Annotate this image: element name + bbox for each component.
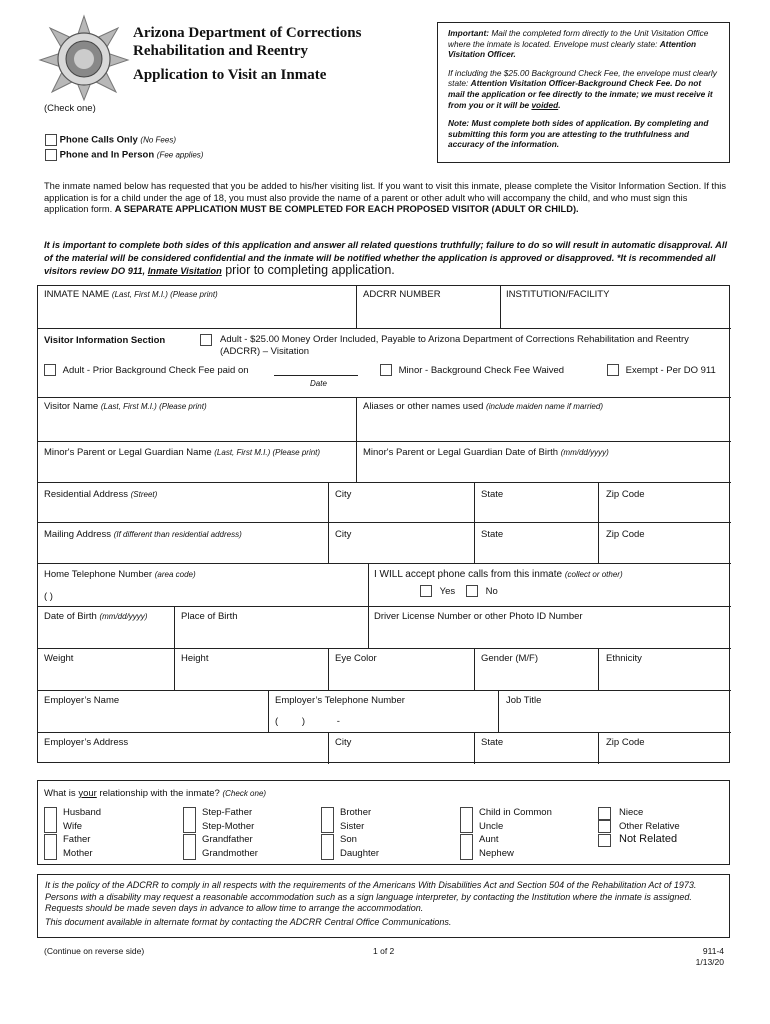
adult-fee-checkbox[interactable] <box>200 334 212 346</box>
visitor-name-field[interactable]: Visitor Name (Last, First M.I.) (Please print) <box>44 401 207 412</box>
relation-husband[interactable]: Husband <box>63 807 102 818</box>
adult-prior-label: Adult - Prior Background Check Fee paid on <box>62 364 249 376</box>
relationship-column-1 <box>44 806 101 860</box>
relation-child-in-common[interactable]: Child in Common <box>479 807 552 818</box>
relation-brother[interactable]: Brother <box>340 807 372 818</box>
relation-aunt[interactable]: Aunt <box>479 834 499 845</box>
form-number: 911-4 <box>702 946 724 956</box>
relation-grandmother[interactable]: Grandmother <box>202 847 258 859</box>
accept-no-checkbox[interactable] <box>466 585 478 597</box>
inmate-name-field[interactable]: INMATE NAME (Last, First M.I.) (Please print) <box>44 289 218 300</box>
accept-calls-label: I WILL accept phone calls from this inmate (collect or other) <box>374 569 623 580</box>
pob-field[interactable]: Place of Birth <box>181 611 238 622</box>
mailing-state-field[interactable]: State <box>481 529 504 540</box>
page-number: 1 of 2 <box>373 946 395 956</box>
relation-step-mother[interactable]: Step-Mother <box>202 820 255 832</box>
relation-niece[interactable]: Niece <box>619 807 644 818</box>
employer-phone-format: ( ) - <box>275 716 340 727</box>
relation-step-father[interactable]: Step-Father <box>202 807 253 818</box>
relation-other-relative[interactable]: Other Relative <box>619 820 680 832</box>
relation-nephew[interactable]: Nephew <box>479 847 514 859</box>
check-one-label: (Check one) <box>44 103 96 114</box>
relationship-column-4 <box>460 806 552 860</box>
height-field[interactable]: Height <box>181 653 209 664</box>
phone-in-person-label: Phone and In Person <box>59 149 155 161</box>
important-notice-box <box>437 22 730 163</box>
form-revision <box>650 946 724 967</box>
exempt-label: Exempt - Per DO 911 <box>625 364 716 376</box>
agency-name-line2: Rehabilitation and Reentry <box>133 43 309 59</box>
residential-state-field[interactable]: State <box>481 489 504 500</box>
accept-yes-checkbox[interactable] <box>420 585 432 597</box>
relationship-question: What is your relationship with the inmate? (Check one) <box>44 788 267 799</box>
employer-name-field[interactable]: Employer’s Name <box>44 695 120 706</box>
relationship-column-5 <box>598 806 680 847</box>
important-p1: Important: Mail the completed form directly to the Unit Visitation Office where the inmate is located. Envelope must clearly state: Attention Visitation Officer. <box>448 28 709 60</box>
institution-facility-field[interactable]: INSTITUTION/FACILITY <box>506 289 610 300</box>
relation-grandfather[interactable]: Grandfather <box>202 834 253 845</box>
relation-mother[interactable]: Mother <box>63 847 93 859</box>
agency-seal <box>38 14 130 102</box>
continue-note: (Continue on reverse side) <box>44 946 145 956</box>
residential-city-field[interactable]: City <box>335 489 352 500</box>
eye-color-field[interactable]: Eye Color <box>335 653 377 664</box>
relationship-column-3 <box>321 806 379 860</box>
phone-only-checkbox[interactable] <box>45 134 57 146</box>
phone-in-person-checkbox[interactable] <box>45 149 57 161</box>
accept-no-label: No <box>485 585 498 597</box>
minor-waived-label: Minor - Background Check Fee Waived <box>398 364 565 376</box>
adcrr-number-field[interactable]: ADCRR NUMBER <box>363 289 441 300</box>
job-title-field[interactable]: Job Title <box>506 695 542 706</box>
license-field[interactable]: Driver License Number or other Photo ID Number <box>374 611 583 622</box>
ada-alternate-format: This document available in alternate format by contacting the ADCRR Central Office Communications. <box>45 916 452 927</box>
agency-name-line1: Arizona Department of Corrections <box>133 25 362 41</box>
gender-field[interactable]: Gender (M/F) <box>481 653 539 664</box>
relation-uncle[interactable]: Uncle <box>479 820 504 832</box>
residential-zip-field[interactable]: Zip Code <box>606 489 645 500</box>
home-phone-field[interactable]: Home Telephone Number (area code) <box>44 569 196 580</box>
adult-prior-option[interactable] <box>44 364 249 376</box>
accept-yes-label: Yes <box>439 585 456 597</box>
adult-fee-label: Adult - $25.00 Money Order Included, Payable to Arizona Department of Corrections Rehabilitation and Reentry (ADCRR) – Visitation <box>220 334 689 357</box>
ethnicity-field[interactable]: Ethnicity <box>606 653 642 664</box>
residential-address-field[interactable]: Residential Address (Street) <box>44 489 158 500</box>
relation-wife[interactable]: Wife <box>63 820 82 832</box>
employer-address-field[interactable]: Employer’s Address <box>44 737 129 748</box>
important-p3: Note: Must complete both sides of application. By completing and submitting this form you are attesting to the truthfulness and accuracy of the information. <box>448 118 709 150</box>
phone-only-label: Phone Calls Only <box>59 134 138 146</box>
option-phone-only[interactable] <box>45 134 176 146</box>
relation-daughter[interactable]: Daughter <box>340 847 380 859</box>
intro-paragraph: The inmate named below has requested that you be added to his/her visiting list. If you want to visit this inmate, please complete the Visitor Information Section. If this application is for a child under the age of 18, you must also provide the name of a parent or other adult who will accompany the child, and who must sign this application form. A SEPARATE APPLICATION MUST BE COMPLETED FOR EACH PROPOSED VISITOR (ADULT OR CHILD). <box>44 181 726 214</box>
mailing-address-field[interactable]: Mailing Address (If different than residential address) <box>44 529 242 540</box>
phone-in-person-note: (Fee applies) <box>156 150 204 160</box>
weight-field[interactable]: Weight <box>44 653 74 664</box>
guardian-dob-field[interactable]: Minor's Parent or Legal Guardian Date of Birth (mm/dd/yyyy) <box>363 447 609 458</box>
revision-date: 1/13/20 <box>695 956 724 967</box>
relation-son[interactable]: Son <box>340 834 357 845</box>
accept-calls-no[interactable] <box>466 585 498 597</box>
mailing-city-field[interactable]: City <box>335 529 352 540</box>
relation-father[interactable]: Father <box>63 834 91 845</box>
minor-waived-checkbox[interactable] <box>380 364 392 376</box>
adult-prior-checkbox[interactable] <box>44 364 56 376</box>
warning-paragraph: It is important to complete both sides of this application and answer all related questions truthfully; failure to do so will result in automatic disapproval. All of the material will be considered confidential and the inmate will be notified whether the application is approved or disapproved. *It is recommended all visitors review DO 911, Inmate Visitation prior to completing application. <box>44 240 728 277</box>
option-phone-in-person[interactable] <box>45 149 203 161</box>
important-p2: If including the $25.00 Background Check Fee, the envelope must clearly state: Attention Visitation Officer-Background Check Fee. Do not mail the application or fee directly to the inmate; we must receive it from you or it will be voided. <box>448 67 717 110</box>
exempt-option[interactable] <box>607 364 716 376</box>
ada-notice-box <box>37 874 730 938</box>
relationship-column-2 <box>183 806 258 860</box>
accept-calls-yes[interactable] <box>420 585 455 597</box>
aliases-field[interactable]: Aliases or other names used (include maiden name if married) <box>363 401 603 412</box>
guardian-name-field[interactable]: Minor's Parent or Legal Guardian Name (Last, First M.I.) (Please print) <box>44 447 321 458</box>
employer-city-field[interactable]: City <box>335 737 352 748</box>
employer-state-field[interactable]: State <box>481 737 504 748</box>
home-phone-parens: ( ) <box>44 591 53 602</box>
adult-fee-option[interactable] <box>200 334 730 358</box>
exempt-checkbox[interactable] <box>607 364 619 376</box>
employer-phone-field[interactable]: Employer’s Telephone Number <box>275 695 405 706</box>
prior-fee-date-label: Date <box>310 379 327 388</box>
ada-policy-text: It is the policy of the ADCRR to comply in all respects with the requirements of the Americans With Disabilities Act and Section 504 of the Rehabilitation Act of 1973. Persons with a disability may request a reasonable accommodation such as a sign language interpreter, by contacting the Institution where the inmate is assigned. Requests should be made seven days in advance to allow time to arrange the accommodation. <box>45 880 697 914</box>
visitor-section-title: Visitor Information Section <box>44 335 166 346</box>
form-title: Application to Visit an Inmate <box>133 67 327 83</box>
dob-field[interactable]: Date of Birth (mm/dd/yyyy) <box>44 611 148 622</box>
relation-sister[interactable]: Sister <box>340 820 365 832</box>
minor-waived-option[interactable] <box>380 364 564 376</box>
employer-zip-field[interactable]: Zip Code <box>606 737 645 748</box>
relation-not-related[interactable]: Not Related <box>619 833 678 845</box>
phone-only-note: (No Fees) <box>140 135 176 145</box>
mailing-zip-field[interactable]: Zip Code <box>606 529 645 540</box>
prior-fee-date-line[interactable] <box>274 375 358 376</box>
